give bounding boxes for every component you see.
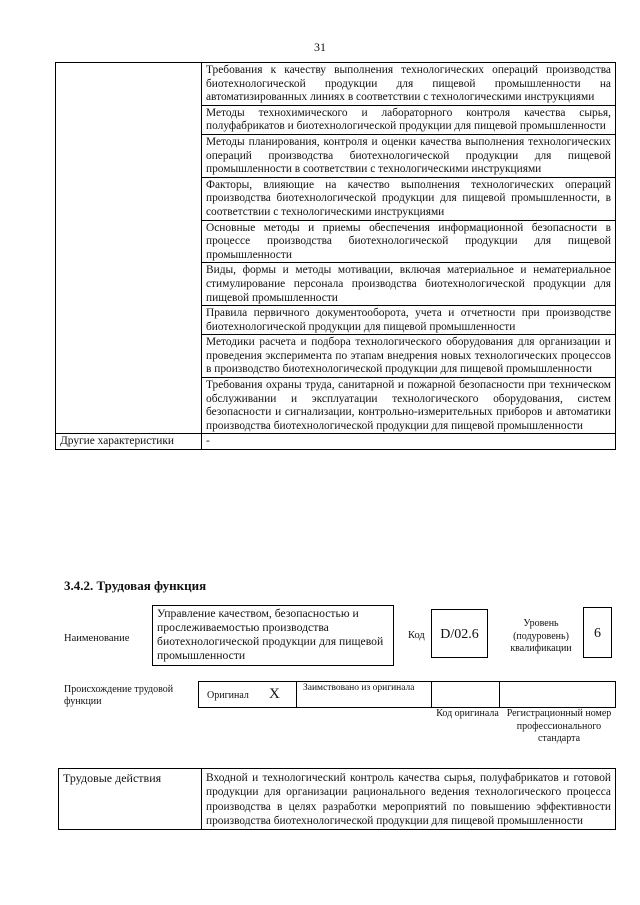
- actions-value: Входной и технологический контроль качества сырья, полуфабрикатов и готовой продукции для организации рационального ведения технологического процесса производства в целях разработки мероприятий по повышению эффективности производства биотехнологической продукции для пищевой промышленности: [202, 769, 616, 830]
- origin-code-label: Код оригинала: [436, 708, 499, 719]
- requirement-item: Основные методы и приемы обеспечения информационной безопасности в процессе производства биотехнологической продукции для пищевой промышленности: [202, 220, 616, 263]
- origin-label: Происхождение трудовой функции: [64, 684, 174, 707]
- requirement-item: Правила первичного документооборота, учета и отчетности при производстве биотехнологической продукции для пищевой промышленности: [202, 306, 616, 335]
- other-characteristics-value: -: [202, 434, 616, 450]
- origin-table: [198, 681, 616, 708]
- original-label: Оригинал: [207, 690, 249, 701]
- requirement-item: Требования охраны труда, санитарной и пожарной безопасности при техническом обслуживании и эксплуатации технологического оборудования, систем безопасности и сигнализации, контрольно-измерительных приборов и автоматики производства биотехнологической продукции для пищевой промышленности: [202, 378, 616, 434]
- code-box: D/02.6: [431, 609, 488, 658]
- name-label: Наименование: [64, 633, 130, 644]
- borrowed-label: Заимствовано из оригинала: [303, 683, 415, 693]
- level-label: Уровень (подуровень) квалификации: [510, 618, 572, 654]
- requirement-item: Требования к качеству выполнения технологических операций производства биотехнологической продукции для пищевой промышленности на автоматизированных линиях в соответствии с технологическими инструкциями: [202, 63, 616, 106]
- requirement-item: Виды, формы и методы мотивации, включая материальное и нематериальное стимулирование персонала производства биотехнологической продукции для пищевой промышленности: [202, 263, 616, 306]
- code-label: Код: [408, 630, 425, 641]
- reg-number-cell: [499, 681, 616, 708]
- reg-number-label: Регистрационный номер профессионального стандарта: [506, 708, 612, 744]
- original-cell: [198, 681, 297, 708]
- other-characteristics-label: Другие характеристики: [56, 434, 202, 450]
- requirement-item: Методики расчета и подбора технологического оборудования для организации и проведения эксперимента по этапам внедрения новых технологических процессов в производство биотехнологической продукции для пищевой промышленности: [202, 335, 616, 378]
- requirements-table: [55, 62, 616, 450]
- actions-label: Трудовые действия: [59, 769, 202, 830]
- section-title: 3.4.2. Трудовая функция: [64, 578, 207, 593]
- table-row: [56, 434, 616, 450]
- function-name-box: Управление качеством, безопасностью и прослеживаемостью производства биотехнологической продукции для пищевой промышленности: [152, 605, 394, 666]
- original-mark: X: [269, 686, 280, 702]
- page-number: 31: [314, 40, 326, 54]
- origin-code-cell: [431, 681, 500, 708]
- borrowed-cell: [296, 681, 432, 708]
- table-row: [56, 63, 616, 106]
- level-box: 6: [583, 607, 612, 658]
- row-label-cell: [56, 63, 202, 434]
- actions-table: [58, 768, 616, 830]
- table-row: [59, 769, 616, 830]
- requirement-item: Методы технохимического и лабораторного контроля качества сырья, полуфабрикатов и биотехнологической продукции для пищевой промышленности: [202, 105, 616, 134]
- requirement-item: Факторы, влияющие на качество выполнения технологических операций производства биотехнологической продукции для пищевой промышленности, в соответствии с технологическими инструкциями: [202, 177, 616, 220]
- requirement-item: Методы планирования, контроля и оценки качества выполнения технологических операций производства биотехнологической продукции для пищевой промышленности в соответствии с технологическими инструкциями: [202, 134, 616, 177]
